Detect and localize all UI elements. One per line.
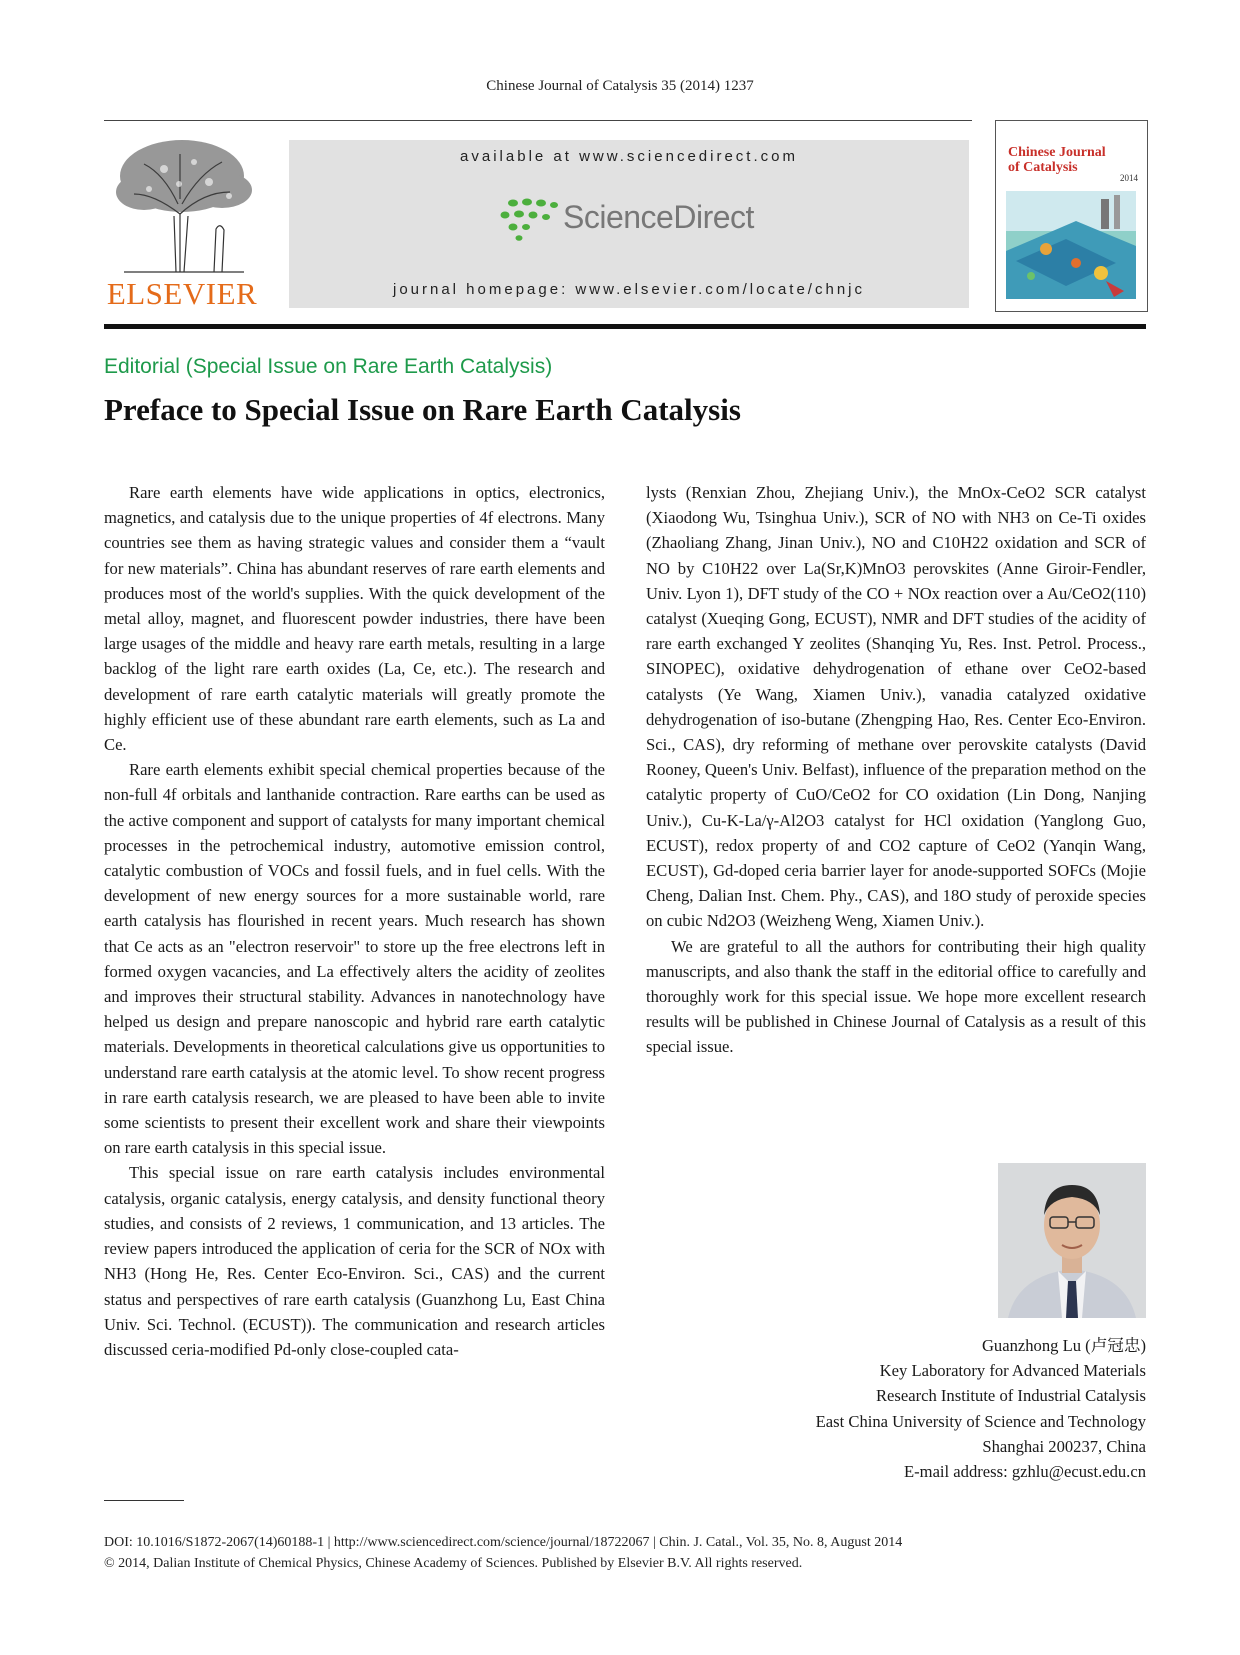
author-affiliation: Research Institute of Industrial Catalysis: [875, 1386, 1146, 1406]
elsevier-wordmark: ELSEVIER: [106, 276, 258, 311]
cover-illustration: [1006, 191, 1136, 299]
body-left-column: [104, 480, 605, 1362]
sciencedirect-logo: [499, 197, 759, 247]
elsevier-logo: [104, 134, 260, 312]
journal-cover: [995, 120, 1148, 312]
footnote-rule: [104, 1500, 184, 1501]
cover-year: 2014: [1120, 173, 1138, 183]
author-address: Shanghai 200237, China: [982, 1436, 1146, 1456]
sciencedirect-wordmark: ScienceDirect: [563, 199, 754, 235]
available-at-link[interactable]: available at www.sciencedirect.com: [460, 148, 798, 165]
author-portrait-image: [998, 1163, 1146, 1318]
author-name: Guanzhong Lu (卢冠忠): [981, 1336, 1146, 1355]
cover-title: Chinese Journal of Catalysis: [1008, 145, 1106, 175]
author-email[interactable]: E-mail address: gzhlu@ecust.edu.cn: [904, 1462, 1146, 1482]
running-head: Chinese Journal of Catalysis 35 (2014) 1237: [486, 78, 754, 94]
page-footer: [104, 1532, 902, 1574]
journal-homepage-link[interactable]: journal homepage: www.elsevier.com/locate/chnjc: [392, 281, 865, 298]
doi-line[interactable]: DOI: 10.1016/S1872-2067(14)60188-1 | http://www.sciencedirect.com/science/journal/18722067 | Chin. J. Catal., Vol. 35, No. 8, August 2014: [104, 1535, 903, 1550]
author-signature: [700, 1333, 1146, 1484]
body-paragraph: We are grateful to all the authors for contributing their high quality manuscripts, and also thank the staff in the editorial office to carefully and thoroughly work for this special issue. We hope more excellent research results will be published in Chinese Journal of Catalysis as a result of this special issue.: [646, 936, 1146, 1057]
body-paragraph: Rare earth elements exhibit special chemical properties because of the non-full 4f orbitals and lanthanide contraction. Rare earths can be used as the active component and support of catalysts for many important chemical processes in the petrochemical industry, automotive emission control, catalytic combustion of VOCs and fossil fuels, and in fuel cells. With the development of new energy sources for a more sustainable world, rare earth catalysis has flourished in recent years. Much research has shown that Ce acts as an "electron reservoir" to store up the free electrons left in formed oxygen vacancies, and La effectively alters the acidity of zeolites and improves their structural stability. Advances in nanotechnology have helped us design and prepare nanoscopic and hybrid rare earth catalytic materials. Developments in theoretical calculations give us opportunities to understand rare earth catalysis at the atomic level. To show recent progress in rare earth catalysis research, we are pleased to have been able to invite some scientists to present their excellent work and share their viewpoints on rare earth catalysis in this special issue.: [104, 760, 605, 1158]
header-rule: [104, 120, 972, 121]
author-photo: [998, 1163, 1146, 1318]
article-section-label: Editorial (Special Issue on Rare Earth Catalysis): [104, 355, 553, 378]
article-title: Preface to Special Issue on Rare Earth Catalysis: [104, 392, 741, 427]
sciencedirect-dots-icon: [499, 197, 561, 241]
copyright-line: © 2014, Dalian Institute of Chemical Physics, Chinese Academy of Sciences. Published by Elsevier B.V. All rights reserved.: [104, 1556, 803, 1571]
body-right-column: [646, 480, 1146, 1060]
author-affiliation: Key Laboratory for Advanced Materials: [879, 1361, 1146, 1381]
body-paragraph: This special issue on rare earth catalysis includes environmental catalysis, organic catalysis, energy catalysis, and density functional theory studies, and consists of 2 reviews, 1 communication, and 13 articles. The review papers introduced the application of ceria for the SCR of NOx with NH3 (Hong He, Res. Center Eco-Environ. Sci., CAS) and the current status and perspectives of rare earth catalysis (Guanzhong Lu, East China Univ. Sci. Technol. (ECUST)). The communication and research articles discussed ceria-modified Pd-only close-coupled cata-: [104, 1163, 605, 1359]
author-affiliation: East China University of Science and Technology: [815, 1411, 1146, 1431]
body-paragraph: lysts (Renxian Zhou, Zhejiang Univ.), the MnOx-CeO2 SCR catalyst (Xiaodong Wu, Tsinghua Univ.), SCR of NO with NH3 on Ce-Ti oxides (Zhaoliang Zhang, Jinan Univ.), NO and C10H22 oxidation and SCR of NO by C10H22 over La(Sr,K)MnO3 perovskites (Anne Giroir-Fendler, Univ. Lyon 1), DFT study of the CO + NOx reaction over a Au/CeO2(110) catalyst (Xueqing Gong, ECUST), NMR and DFT studies of the acidity of rare earth exchanged Y zeolites (Shanqing Yu, Res. Inst. Petrol. Process., SINOPEC), oxidative dehydrogenation of ethane over CeO2-based catalysts (Ye Wang, Xiamen Univ.), vanadia catalyzed oxidative dehydrogenation of iso-butane (Zhengping Hao, Res. Center Eco-Environ. Sci., CAS), dry reforming of methane over perovskite catalysts (David Rooney, Queen's Univ. Belfast), influence of the preparation method on the catalytic property of CuO/CeO2 for CO oxidation (Lin Dong, Nanjing Univ.), Cu-K-La/γ-Al2O3 catalyst for HCl oxidation (Yanglong Guo, ECUST), redox property of and CO2 capture of CeO2 (Yanqin Wang, ECUST), Gd-doped ceria barrier layer for anode-supported SOFCs (Mojie Cheng, Dalian Inst. Chem. Phy., CAS), and 18O study of peroxide species on cubic Nd2O3 (Weizheng Weng, Xiamen Univ.).: [646, 483, 1146, 931]
body-paragraph: Rare earth elements have wide applications in optics, electronics, magnetics, and catalysis due to the unique properties of 4f electrons. Many countries see them as having strategic values and consider them a “vault for new materials”. China has abundant reserves of rare earth elements and produces most of the world's supplies. With the quick development of the metal alloy, magnet, and fluorescent powder industries, there have been large usages of the middle and heavy rare earth metals, resulting in a large backlog of the light rare earth oxides (La, Ce, etc.). The research and development of rare earth catalytic materials will greatly promote the highly efficient use of these abundant rare earth elements, such as La and Ce.: [104, 483, 605, 755]
sciencedirect-banner: [289, 140, 969, 308]
elsevier-tree-icon: [104, 134, 260, 274]
header-thick-rule: [104, 324, 1146, 329]
